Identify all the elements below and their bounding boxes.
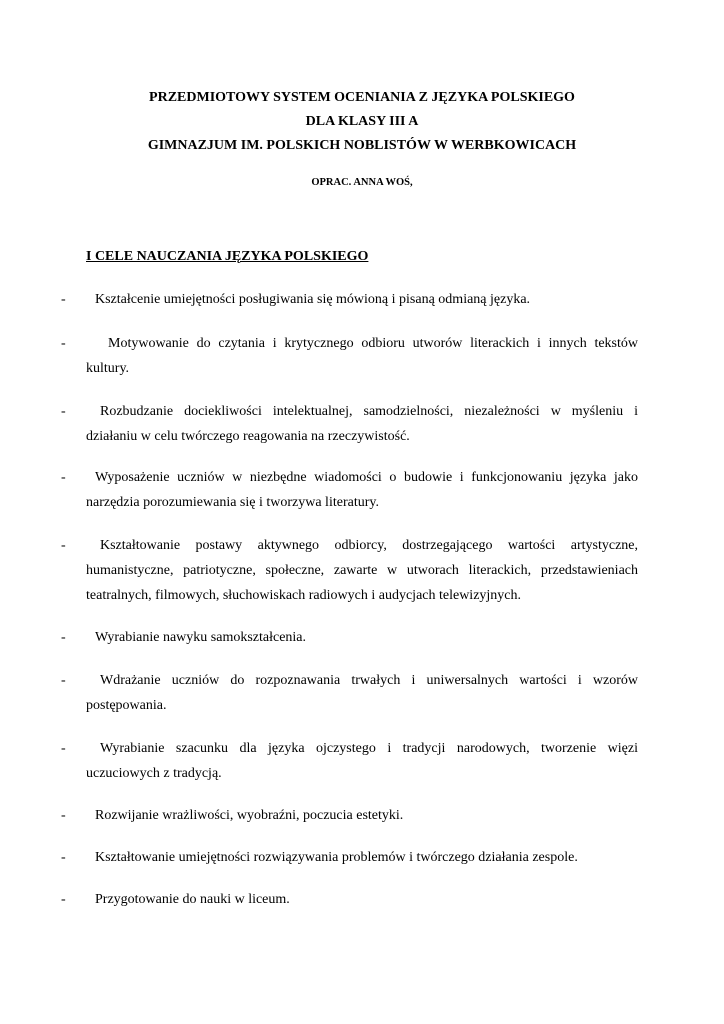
list-item-text: Kształtowanie umiejętności rozwiązywania problemów i twórczego działania zespole.	[95, 850, 578, 865]
list-dash: -	[61, 741, 66, 756]
list-item-text: Wyrabianie szacunku dla języka ojczystego i tradycji narodowych, tworzenie więzi uczuciowych z tradycją.	[86, 741, 638, 781]
list-dash: -	[61, 850, 66, 865]
list-dash: -	[61, 808, 66, 823]
list-item-text: Motywowanie do czytania i krytycznego odbioru utworów literackich i innych tekstów kultury.	[86, 336, 638, 376]
list-item-text: Rozwijanie wrażliwości, wyobraźni, poczucia estetyki.	[95, 808, 404, 823]
list-dash: -	[61, 336, 66, 351]
title-line-2: DLA KLASY III A	[305, 114, 419, 129]
list-item-text: Przygotowanie do nauki w liceum.	[95, 892, 290, 907]
list-dash: -	[61, 892, 66, 907]
list-item-text: Wyposażenie uczniów w niezbędne wiadomości o budowie i funkcjonowaniu języka jako narzędzia porozumiewania się i tworzywa literatury.	[86, 470, 638, 510]
list-item-text: Rozbudzanie dociekliwości intelektualnej, samodzielności, niezależności w myśleniu i działaniu w celu twórczego reagowania na rzeczywistość.	[86, 404, 638, 444]
list-dash: -	[61, 292, 66, 307]
list-item-text: Kształcenie umiejętności posługiwania się mówioną i pisaną odmianą języka.	[95, 292, 531, 307]
author-line: OPRAC. ANNA WOŚ,	[311, 177, 413, 188]
list-dash: -	[61, 470, 66, 485]
title-line-3: GIMNAZJUM IM. POLSKICH NOBLISTÓW W WERBKOWICACH	[147, 138, 577, 153]
list-dash: -	[61, 673, 66, 688]
list-dash: -	[61, 630, 66, 645]
list-item-text: Wyrabianie nawyku samokształcenia.	[95, 630, 307, 645]
list-item-text: Kształtowanie postawy aktywnego odbiorcy, dostrzegającego wartości artystyczne, humanistyczne, patriotyczne, społeczne, zawarte w utworach literackich, przedstawieniach teatralnych, filmowych, słuchowiskach radiowych i audycjach telewizyjnych.	[86, 538, 638, 603]
list-dash: -	[61, 538, 66, 553]
document-title	[0, 86, 724, 158]
title-line-1: PRZEDMIOTOWY SYSTEM OCENIANIA Z JĘZYKA POLSKIEGO	[149, 90, 575, 105]
list-dash: -	[61, 404, 66, 419]
section-heading: I CELE NAUCZANIA JĘZYKA POLSKIEGO	[86, 249, 369, 264]
list-item-text: Wdrażanie uczniów do rozpoznawania trwałych i uniwersalnych wartości i wzorów postępowania.	[86, 673, 638, 713]
